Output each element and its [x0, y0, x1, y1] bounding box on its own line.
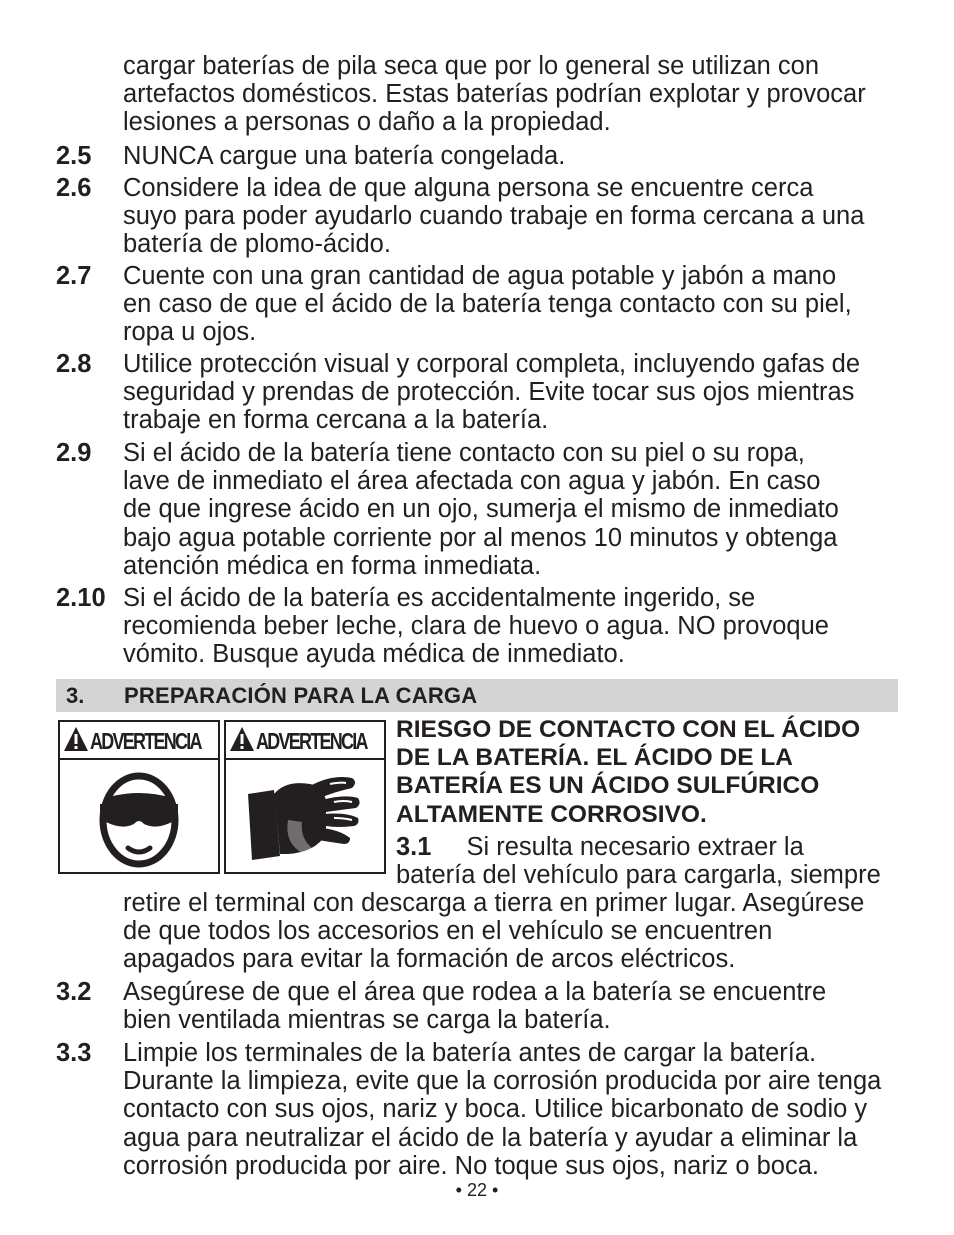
text-line: apagados para evitar la formación de arcos eléctricos. [123, 945, 736, 974]
text-line: suyo para poder ayudarlo cuando trabaje en forma cercana a una [123, 202, 865, 231]
goggles-icon [60, 760, 218, 872]
text-line: Asegúrese de que el área que rodea a la batería se encuentre [123, 978, 827, 1006]
text-line: retire el terminal con descarga a tierra en primer lugar. Asegúrese [123, 889, 865, 917]
item-number: 2.9 [56, 439, 92, 467]
text-line: Considere la idea de que alguna persona se encuentre cerca [123, 174, 814, 202]
section-header [56, 679, 898, 712]
item-text: Si resulta necesario extraer la [466, 833, 804, 861]
text-line: ALTAMENTE CORROSIVO. [396, 800, 707, 828]
text-line: Cuente con una gran cantidad de agua potable y jabón a mano [123, 262, 837, 290]
warning-triangle-icon [229, 726, 255, 752]
item-text [123, 174, 916, 259]
text-line: Si el ácido de la batería es accidentalmente ingerido, se [123, 584, 756, 612]
intro-paragraph [123, 52, 913, 137]
acid-warning-text [396, 716, 916, 829]
text-line: BATERÍA ES UN ÁCIDO SULFÚRICO [396, 772, 820, 800]
text-line: lesiones a personas o daño a la propiedad. [123, 108, 611, 137]
item-text [123, 978, 916, 1034]
text-line [396, 833, 916, 861]
text-line: recomienda beber leche, clara de huevo o agua. NO provoque [123, 612, 829, 641]
list-item-2-8 [56, 350, 916, 435]
warning-label-text: ADVERTENCIA [90, 728, 201, 754]
text-line: vómito. Busque ayuda médica de inmediato. [123, 640, 625, 669]
text-line: DE LA BATERÍA. EL ÁCIDO DE LA [396, 744, 794, 772]
text-line: bien ventilada mientras se carga la batería. [123, 1006, 611, 1035]
text-line: contacto con sus ojos, nariz y boca. Utilice bicarbonato de sodio y [123, 1095, 868, 1124]
item-number: 2.10 [56, 584, 106, 612]
item-number: 3.2 [56, 978, 92, 1006]
list-item-2-5 [56, 142, 916, 170]
warning-triangle-icon [63, 726, 89, 752]
warning-label-glove [224, 720, 386, 874]
warning-header [60, 722, 218, 760]
glove-icon [226, 760, 384, 872]
text-line: agua para neutralizar el ácido de la batería y ayudar a eliminar la [123, 1123, 858, 1152]
item-text [123, 350, 916, 435]
list-item-2-6 [56, 174, 916, 259]
warning-label-text: ADVERTENCIA [256, 728, 367, 754]
list-item-3-2 [56, 978, 916, 1034]
text-line: ropa u ojos. [123, 318, 257, 347]
item-text [123, 584, 916, 669]
text-line: cargar baterías de pila seca que por lo general se utilizan con [123, 52, 820, 80]
item-number: 2.6 [56, 174, 92, 202]
text-line: trabaje en forma cercana a la batería. [123, 406, 549, 435]
text-line: bajo agua potable corriente por al menos 10 minutos y obtenga [123, 523, 838, 552]
text-line: Si el ácido de la batería tiene contacto con su piel o su ropa, [123, 439, 805, 467]
list-item-2-10 [56, 584, 916, 669]
text-line: Durante la limpieza, evite que la corrosión producida por aire tenga [123, 1067, 882, 1096]
text-line: batería de plomo-ácido. [123, 230, 391, 259]
item-number: 2.5 [56, 142, 92, 170]
page-number: • 22 • [455, 1180, 499, 1200]
section-title: PREPARACIÓN PARA LA CARGA [124, 683, 478, 708]
text-line: artefactos domésticos. Estas baterías podrían explotar y provocar [123, 80, 866, 109]
text-line: Limpie los terminales de la batería antes de cargar la batería. [123, 1039, 817, 1067]
text-line: batería del vehículo para cargarla, siempre [396, 861, 881, 890]
text-line: de que todos los accesorios en el vehículo se encuentren [123, 917, 773, 946]
list-item-3-1 [396, 833, 916, 889]
text-line: lave de inmediato el área afectada con agua y jabón. En caso [123, 467, 821, 496]
text-line: RIESGO DE CONTACTO CON EL ÁCIDO [396, 716, 861, 743]
item-text [123, 439, 916, 580]
text-line: seguridad y prendas de protección. Evite tocar sus ojos mientras [123, 378, 855, 407]
list-item-2-7 [56, 262, 916, 347]
warning-header [226, 722, 384, 760]
list-item-3-3 [56, 1039, 916, 1180]
text-line: atención médica en forma inmediata. [123, 551, 542, 580]
item-number: 3.3 [56, 1039, 92, 1067]
item-text [123, 262, 916, 347]
item-text [123, 1039, 916, 1180]
list-item-2-9 [56, 439, 916, 580]
section-number: 3. [66, 683, 85, 708]
item-3-1-continuation [123, 889, 923, 974]
text-line: en caso de que el ácido de la batería tenga contacto con su piel, [123, 290, 852, 319]
text-line: Utilice protección visual y corporal completa, incluyendo gafas de [123, 350, 861, 378]
item-number: 2.7 [56, 262, 92, 290]
item-number: 2.8 [56, 350, 92, 378]
item-number: 3.1 [396, 833, 432, 861]
text-line: de que ingrese ácido en un ojo, sumerja el mismo de inmediato [123, 495, 839, 524]
text-line: NUNCA cargue una batería congelada. [123, 142, 566, 170]
text-line: corrosión producida por aire. No toque sus ojos, nariz o boca. [123, 1151, 819, 1180]
item-text [123, 142, 916, 170]
warning-label-goggles [58, 720, 220, 874]
